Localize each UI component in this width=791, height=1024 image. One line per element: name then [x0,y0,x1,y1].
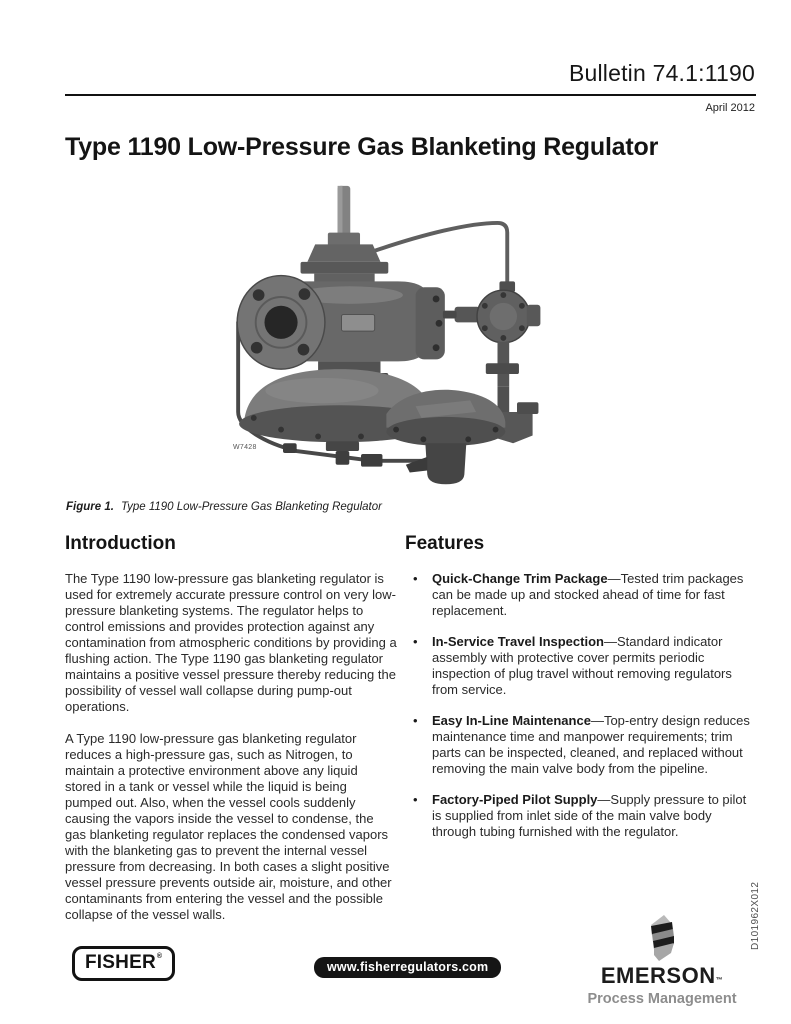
emerson-tagline: Process Management [587,991,737,1007]
introduction-paragraph: A Type 1190 low-pressure gas blanketing regulator reduces a high-pressure gas, such as Nitrogen, to maintain a protective environment above any liquid stored in a tank or vessel while the liquid is being pumped out. Also, when the vessel cools suddenly causing the vapors inside the vessel to condense, the gas blanketing regulator replaces the condensed vapors with the blanketing gas to prevent the internal vessel pressure from decreasing. In both cases a slight positive vessel pressure prevents outside air, moisture, and other contaminants from entering the vessel and the possible collapse of the vessel walls. [65,731,392,922]
figure-caption-text: Type 1190 Low-Pressure Gas Blanketing Regulator [120,501,382,513]
feature-text: —Top-entry design reduces maintenance time and manpower requirements; trim parts can be inspected, cleaned, and replaced without removing the main valve body from the pipeline. [432,713,750,776]
emerson-name-text: EMERSON [600,963,716,988]
feature-title: Factory-Piped Pilot Supply [432,792,598,807]
feature-text: —Tested trim packages can be made up and stocked ahead of time for fast replacement. [432,571,744,618]
features-list [405,571,759,840]
feature-title: In-Service Travel Inspection [432,634,604,649]
feature-item [405,792,759,840]
feature-item [405,634,759,698]
feature-title: Quick-Change Trim Package [432,571,608,586]
bulletin-number: Bulletin 74.1:1190 [568,60,755,86]
photo-reference-number: W7428 [233,444,257,451]
figure-caption-label: Figure 1. [66,501,114,513]
feature-title: Easy In-Line Maintenance [432,713,591,728]
introduction-heading: Introduction [65,533,176,554]
website-link[interactable]: www.fisherregulators.com [314,957,501,978]
feature-text: —Supply pressure to pilot is supplied from inlet side of the main valve body through tubing furnished with the regulator. [432,792,747,839]
introduction-paragraph: The Type 1190 low-pressure gas blanketing regulator is used for extremely accurate pressure control on very low-pressure blanketing systems. The regulator helps to control emissions and provides protection against any contamination from atmospheric conditions by providing a flushing action. The Type 1190 gas blanketing regulator maintains a positive vessel pressure thereby reducing the possibility of vessel wall collapse during pump-out operations. [65,571,397,714]
fisher-logo-text: FISHER [85,952,156,973]
regulator-photo-illustration [224,180,576,492]
header-rule [65,94,756,96]
registered-mark: ® [156,953,163,960]
fisher-logo [72,946,175,981]
trademark-mark: ™ [715,977,724,984]
product-figure [224,180,576,492]
features-heading: Features [405,533,485,554]
emerson-logo [583,915,741,1007]
introduction-section [65,533,397,939]
feature-item [405,571,759,619]
feature-item [405,713,759,777]
figure-caption [66,501,666,513]
emerson-diamond-icon [647,915,677,961]
page-title: Type 1190 Low-Pressure Gas Blanketing Regulator [65,133,659,161]
issue-date: April 2012 [705,102,755,114]
feature-text: —Standard indicator assembly with protective cover permits periodic inspection of plug travel without removing regulators from service. [432,634,732,697]
document-number-vertical: D101962X012 [750,881,761,950]
emerson-wordmark [583,963,741,989]
features-section [405,533,759,855]
